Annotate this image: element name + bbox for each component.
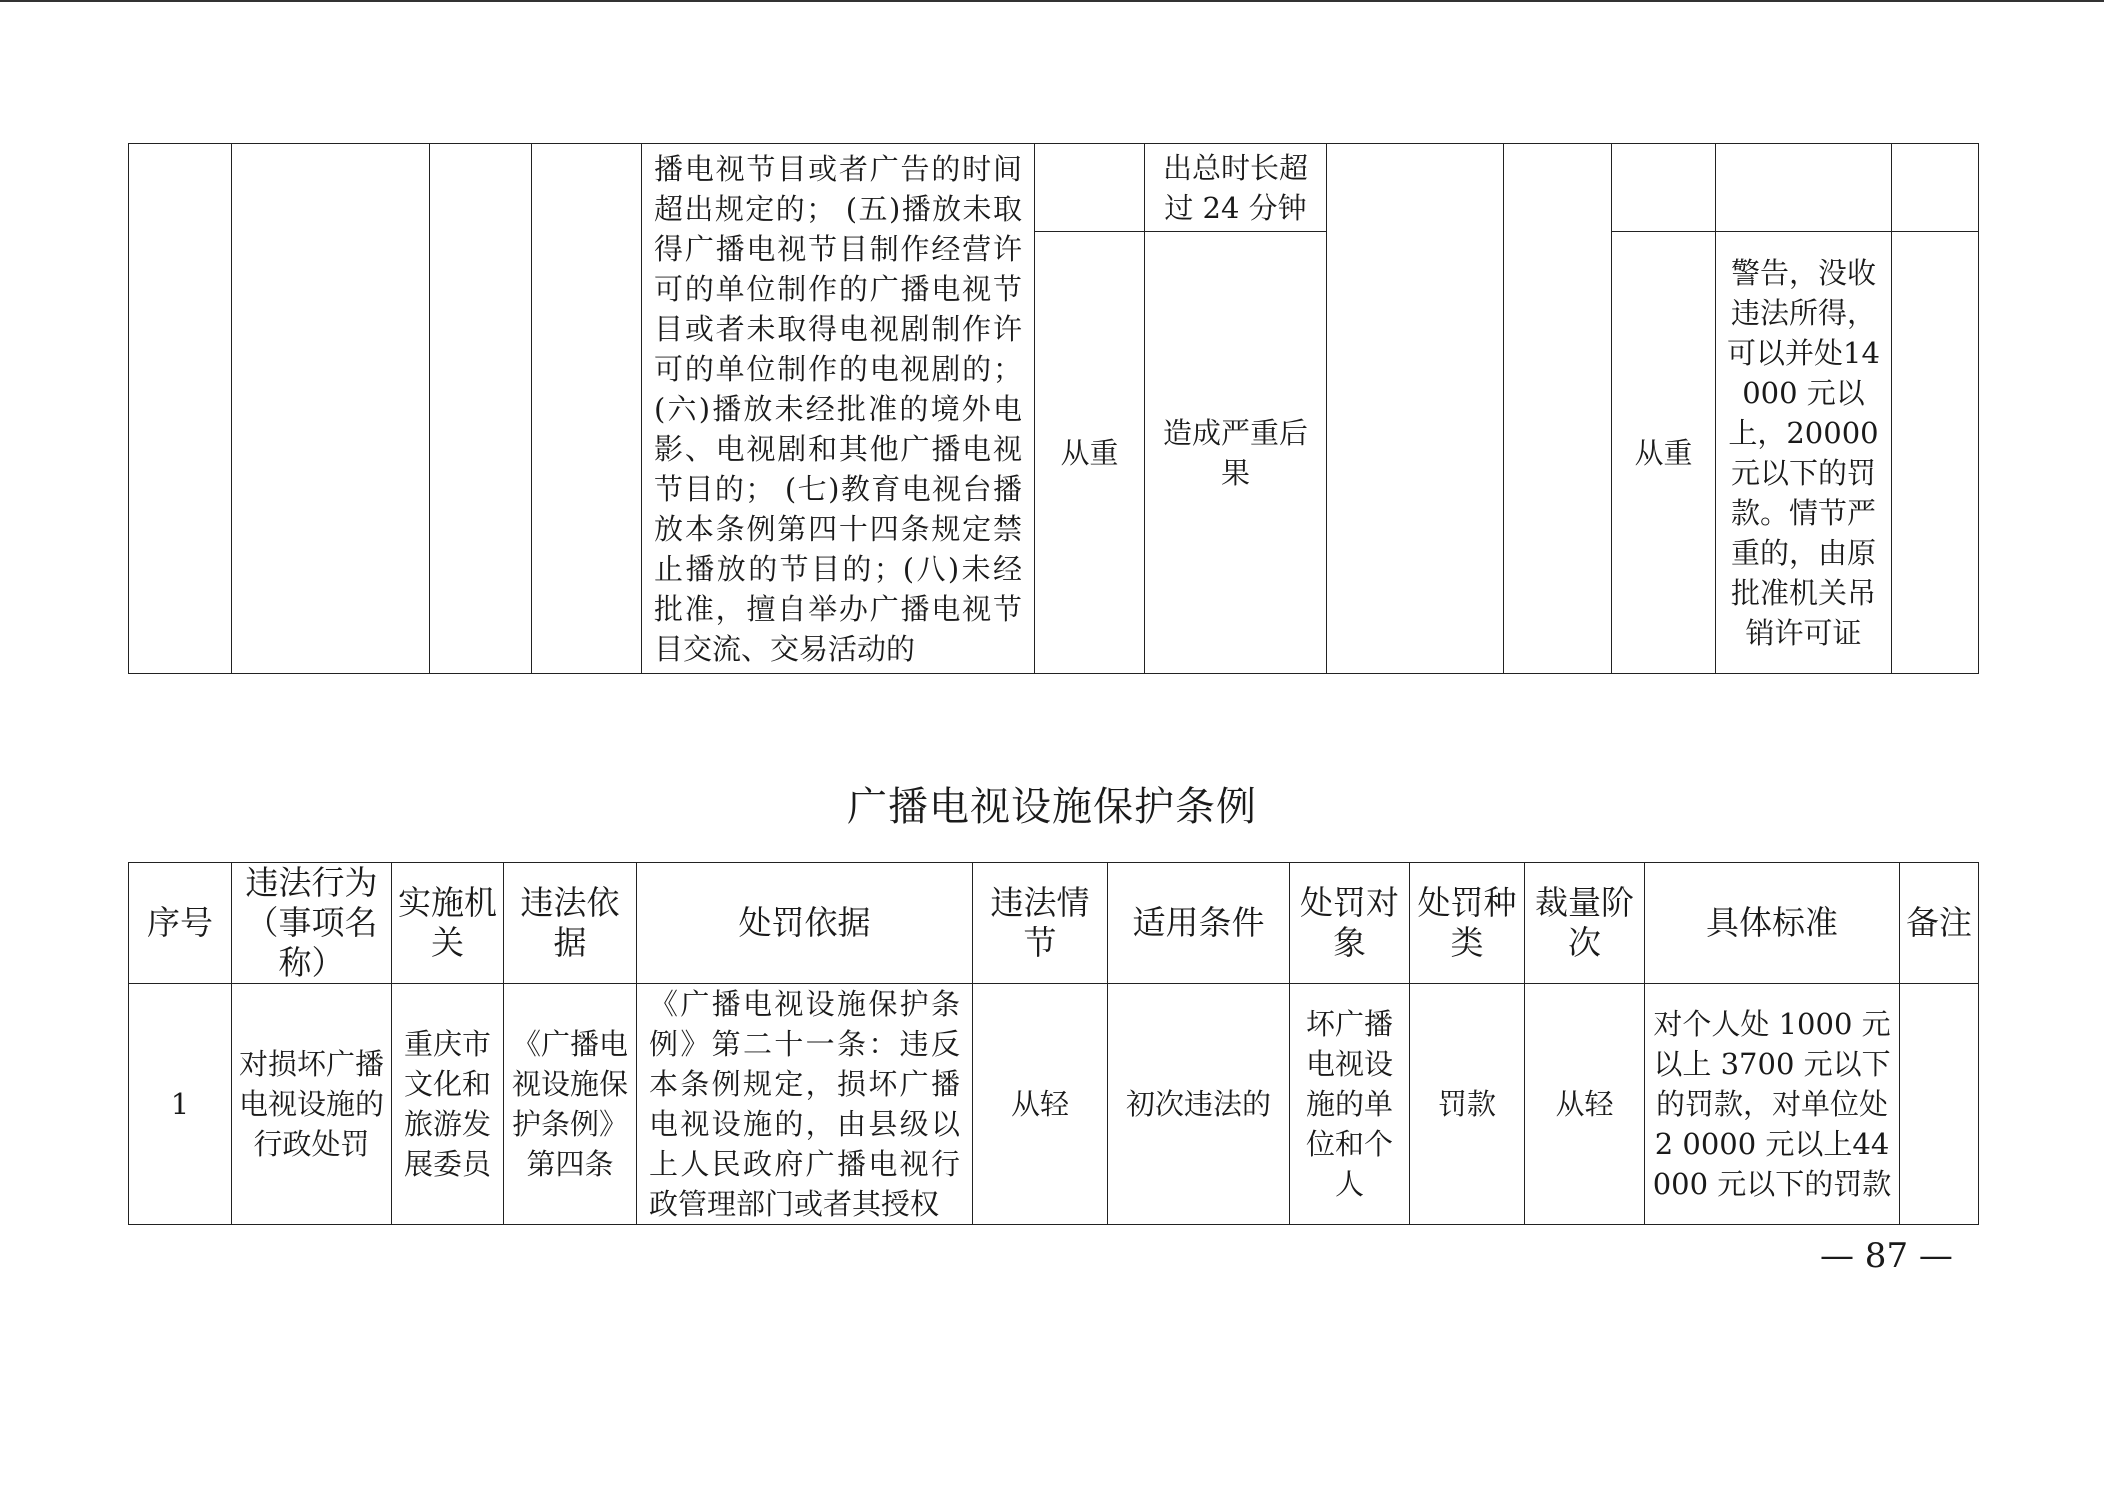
row1-target: 坏广播电视设施的单位和个人: [1290, 984, 1410, 1225]
header-law-basis: 违法依据: [504, 863, 637, 984]
header-level: 裁量阶次: [1525, 863, 1645, 984]
row1-seq: 1: [129, 984, 232, 1225]
cell-standard-top: [1716, 144, 1892, 232]
cell-act: [232, 144, 430, 674]
header-seq: 序号: [129, 863, 232, 984]
row1-condition: 初次违法的: [1108, 984, 1290, 1225]
row1-circumstance: 从轻: [973, 984, 1108, 1225]
page-number: — 87 —: [1820, 1236, 1953, 1276]
cell-condition-bottom: 造成严重后果: [1145, 232, 1327, 674]
cell-level-bottom: 从重: [1612, 232, 1716, 674]
cell-penalty-basis: 播电视节目或者广告的时间超出规定的； (五)播放未取得广播电视节目制作经营许可的单位制作的广播电视节目或者未取得电视剧制作许可的单位制作的电视剧的； (六)播放未经批准的境外电影、电视剧和其他广播电视节目的； (七)教育电视台播放本条例第四十四条规定禁止播放的节目的；(八)未经批准，擅自举办广播电视节目交流、交易活动的: [642, 144, 1035, 674]
cell-agency: [430, 144, 532, 674]
cell-circumstance-bottom: 从重: [1035, 232, 1145, 674]
header-act: 违法行为（事项名称）: [232, 863, 392, 984]
row1-remark: [1900, 984, 1979, 1225]
row1-type: 罚款: [1410, 984, 1525, 1225]
header-remark: 备注: [1900, 863, 1979, 984]
header-type: 处罚种类: [1410, 863, 1525, 984]
penalty-table-continued: [128, 143, 1979, 674]
header-circumstance: 违法情节: [973, 863, 1108, 984]
cell-type: [1504, 144, 1612, 674]
row1-law-basis: 《广播电视设施保护条例》第四条: [504, 984, 637, 1225]
row1-standard: 对个人处 1000 元以上 3700 元以下的罚款，对单位处2 0000 元以上44000 元以下的罚款: [1645, 984, 1900, 1225]
cell-level-top: [1612, 144, 1716, 232]
section-title: 广播电视设施保护条例: [847, 784, 1257, 830]
row1-agency: 重庆市文化和旅游发展委员: [392, 984, 504, 1225]
row1-penalty-basis: 《广播电视设施保护条例》第二十一条：违反本条例规定，损坏广播电视设施的，由县级以上人民政府广播电视行政管理部门或者其授权: [637, 984, 973, 1225]
row1-level: 从轻: [1525, 984, 1645, 1225]
cell-law-basis: [532, 144, 642, 674]
cell-target: [1327, 144, 1504, 674]
header-agency: 实施机关: [392, 863, 504, 984]
cell-standard-bottom: 警告，没收违法所得，可以并处14000 元以上，20000 元以下的罚款。情节严重的，由原批准机关吊销许可证: [1716, 232, 1892, 674]
header-penalty-basis: 处罚依据: [637, 863, 973, 984]
header-standard: 具体标准: [1645, 863, 1900, 984]
cell-circumstance-top: [1035, 144, 1145, 232]
row1-act: 对损坏广播电视设施的行政处罚: [232, 984, 392, 1225]
cell-condition-top: 出总时长超过 24 分钟: [1145, 144, 1327, 232]
cell-remark-bottom: [1892, 232, 1979, 674]
header-target: 处罚对象: [1290, 863, 1410, 984]
cell-remark-top: [1892, 144, 1979, 232]
page-top-border: [0, 0, 2104, 2]
penalty-table: [128, 862, 1979, 1225]
cell-seq: [129, 144, 232, 674]
header-condition: 适用条件: [1108, 863, 1290, 984]
